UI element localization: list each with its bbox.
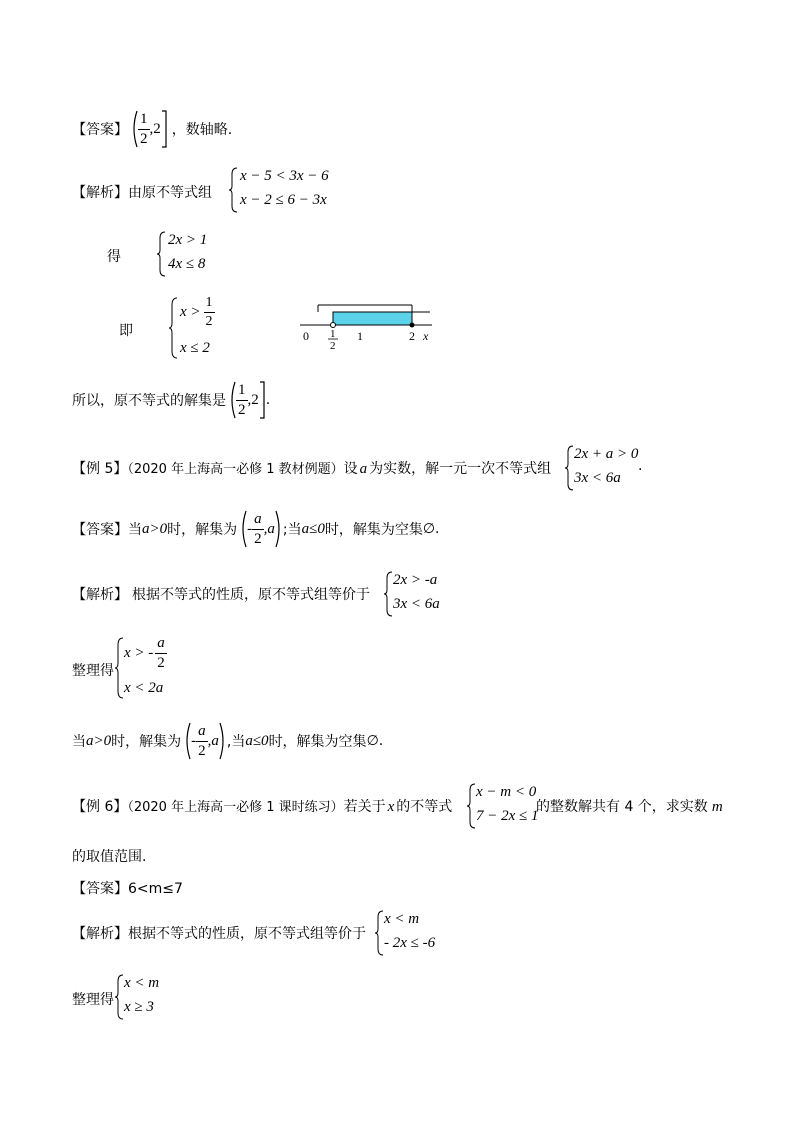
brace-icon bbox=[564, 444, 574, 492]
axis-label-half-num: 1 bbox=[330, 328, 336, 340]
ex5-final-text2: 时，解集为 bbox=[111, 734, 182, 750]
left-paren bbox=[130, 110, 138, 148]
axis-label-half-den: 2 bbox=[330, 340, 336, 352]
analysis-tag: 【解析】 bbox=[72, 185, 128, 201]
ex5-final-empty: ∅. bbox=[366, 733, 384, 749]
de-label: 得 bbox=[107, 249, 121, 265]
example5-analysis-system bbox=[383, 570, 463, 618]
analysis-text: 由原不等式组 bbox=[128, 185, 212, 201]
left-paren bbox=[239, 510, 247, 548]
conclusion-right-endpoint: ,2 bbox=[247, 391, 259, 408]
example6-system bbox=[466, 782, 538, 830]
inequality-system-2 bbox=[156, 230, 226, 278]
example6-text-c-line bbox=[536, 796, 723, 816]
example5-analysis bbox=[72, 584, 370, 604]
inequality-system-3 bbox=[168, 296, 238, 360]
ex6-analysis-line-2: - 2x ≤ -6 bbox=[384, 935, 436, 951]
right-paren bbox=[275, 510, 283, 548]
ex6-zhengli: 整理得 bbox=[72, 992, 114, 1008]
ex5-answer-cond1: a>0 bbox=[142, 520, 168, 537]
left-paren bbox=[183, 722, 191, 760]
ex5-zhengli-system bbox=[114, 636, 194, 700]
axis-label-one: 1 bbox=[357, 329, 363, 343]
example5-label: 【例 5】 bbox=[72, 461, 128, 477]
ex6-zhengli-system bbox=[114, 973, 174, 1021]
ex5-answer-right: ,a bbox=[263, 520, 275, 537]
ex6-analysis-line-1: x < m bbox=[384, 911, 420, 927]
analysis-tag: 【解析】 bbox=[72, 926, 128, 942]
example5-var-a: a bbox=[359, 461, 368, 477]
example6-answer bbox=[72, 878, 183, 898]
ex5-answer-text1: 当 bbox=[128, 522, 142, 538]
ex5-final-text3: ,当 bbox=[226, 734, 246, 750]
system-2-line-1: 2x > 1 bbox=[168, 232, 208, 248]
example5-tail: . bbox=[638, 458, 643, 474]
answer-right-endpoint: ,2 bbox=[149, 120, 161, 137]
brace-icon bbox=[383, 570, 393, 618]
ex6-analysis-text: 根据不等式的性质，原不等式组等价于 bbox=[128, 926, 366, 942]
ex5-final-fraction: $\frac{a}{2}$ bbox=[198, 722, 206, 759]
axis-label-zero: 0 bbox=[303, 329, 309, 343]
example6-system-line-1: x − m < 0 bbox=[476, 784, 537, 800]
conclusion-line bbox=[72, 381, 270, 419]
example6-label: 【例 6】 bbox=[72, 799, 128, 815]
example6-answer-value: 6<m≤7 bbox=[128, 881, 183, 897]
ex5-final-right: ,a bbox=[207, 732, 219, 749]
inequality-system-1 bbox=[228, 166, 338, 214]
brace-icon bbox=[228, 166, 238, 214]
example6-var-x: x bbox=[387, 799, 395, 815]
example5-text-a: 设 bbox=[343, 461, 358, 477]
ex6-zhengli-line-2: x ≥ 3 bbox=[124, 999, 154, 1015]
left-paren bbox=[228, 381, 236, 419]
right-paren bbox=[219, 722, 227, 760]
answer-tag: 【答案】 bbox=[72, 122, 128, 138]
ex5-analysis-line-1: 2x > -a bbox=[393, 572, 438, 588]
axis-label-x: x bbox=[423, 329, 429, 343]
ex5-answer-text2: 时，解集为 bbox=[167, 522, 238, 538]
answer-fraction: $\frac{1}{2}$ bbox=[140, 110, 148, 147]
ex5-analysis-text: 根据不等式的性质，原不等式组等价于 bbox=[132, 587, 370, 603]
ex5-final-text4: 时，解集为空集 bbox=[268, 734, 367, 750]
example6-analysis bbox=[72, 923, 366, 943]
example5-system bbox=[564, 444, 644, 492]
ex5-zhengli-line-1: x > - $\frac{a}{2}$ bbox=[124, 635, 165, 671]
ex5-zhengli: 整理得 bbox=[72, 663, 114, 679]
brace-icon bbox=[114, 973, 124, 1021]
example5-final bbox=[72, 722, 383, 760]
ex5-final-text1: 当 bbox=[72, 734, 86, 750]
ji-label: 即 bbox=[119, 323, 133, 339]
system-2-line-2: 4x ≤ 8 bbox=[168, 256, 206, 272]
example6-text-b: 的不等式 bbox=[396, 799, 453, 815]
ex5-answer-neg: - bbox=[247, 520, 253, 537]
brace-icon bbox=[156, 230, 166, 278]
brace-icon bbox=[168, 296, 178, 360]
ex6-zhengli-line-1: x < m bbox=[124, 975, 160, 991]
conclusion-text: 所以，原不等式的解集是 bbox=[72, 393, 226, 409]
analysis-tag: 【解析】 bbox=[72, 587, 128, 603]
example6-text-d: 的取值范围. bbox=[72, 849, 147, 865]
example6-var-m: m bbox=[711, 799, 723, 815]
right-bracket bbox=[259, 381, 266, 419]
system-3-line-1: x > $\frac{1}{2}$ bbox=[180, 295, 213, 329]
answer-tag: 【答案】 bbox=[72, 881, 128, 897]
brace-icon bbox=[114, 636, 124, 700]
analysis-line-1 bbox=[72, 182, 212, 202]
ex5-answer-cond2: a≤0 bbox=[301, 520, 325, 537]
example5-system-line-2: 3x < 6a bbox=[574, 470, 621, 486]
example6-text-a: 若关于 bbox=[343, 799, 386, 815]
system-1-line-2: x − 2 ≤ 6 − 3x bbox=[240, 192, 327, 208]
ex5-zhengli-line-2: x < 2a bbox=[124, 680, 164, 696]
example5-question bbox=[72, 458, 551, 478]
axis-label-two: 2 bbox=[409, 329, 415, 343]
ex5-final-neg: - bbox=[191, 732, 197, 749]
open-point-half bbox=[331, 323, 336, 328]
conclusion-tail: . bbox=[265, 392, 271, 408]
system-1-line-1: x − 5 < 3x − 6 bbox=[240, 168, 329, 184]
closed-point-two bbox=[410, 323, 415, 328]
answer-line-1 bbox=[72, 110, 232, 148]
example5-system-line-1: 2x + a > 0 bbox=[574, 446, 639, 462]
example6-analysis-system bbox=[374, 909, 454, 957]
example6-source: （2020 年上海高一必修 1 课时练习） bbox=[127, 800, 344, 815]
solution-interval bbox=[333, 312, 412, 325]
ex5-answer-fraction: $\frac{a}{2}$ bbox=[254, 510, 262, 547]
brace-icon bbox=[466, 782, 476, 830]
ex5-analysis-line-2: 3x < 6a bbox=[393, 596, 440, 612]
example5-answer bbox=[72, 510, 439, 548]
number-line-diagram bbox=[296, 298, 440, 352]
ex5-final-cond2: a≤0 bbox=[245, 732, 269, 749]
ex5-answer-text4: 时，解集为空集 bbox=[324, 522, 423, 538]
answer-tag: 【答案】 bbox=[72, 522, 128, 538]
example6-system-line-2: 7 − 2x ≤ 1 bbox=[476, 808, 539, 824]
brace-icon bbox=[374, 909, 384, 957]
conclusion-fraction: $\frac{1}{2}$ bbox=[238, 381, 246, 418]
answer-tail: ，数轴略. bbox=[171, 122, 233, 138]
example5-text-b: 为实数，解一元一次不等式组 bbox=[369, 461, 552, 477]
ex5-answer-text3: ;当 bbox=[282, 522, 302, 538]
right-bracket bbox=[161, 110, 168, 148]
system-3-line-2: x ≤ 2 bbox=[180, 340, 210, 356]
example6-question bbox=[72, 796, 452, 816]
example5-source: （2020 年上海高一必修 1 教材例题） bbox=[127, 462, 344, 477]
ex5-final-cond1: a>0 bbox=[86, 732, 112, 749]
ex5-empty-set: ∅. bbox=[422, 521, 440, 537]
example6-text-c: 的整数解共有 4 个，求实数 bbox=[536, 799, 708, 815]
